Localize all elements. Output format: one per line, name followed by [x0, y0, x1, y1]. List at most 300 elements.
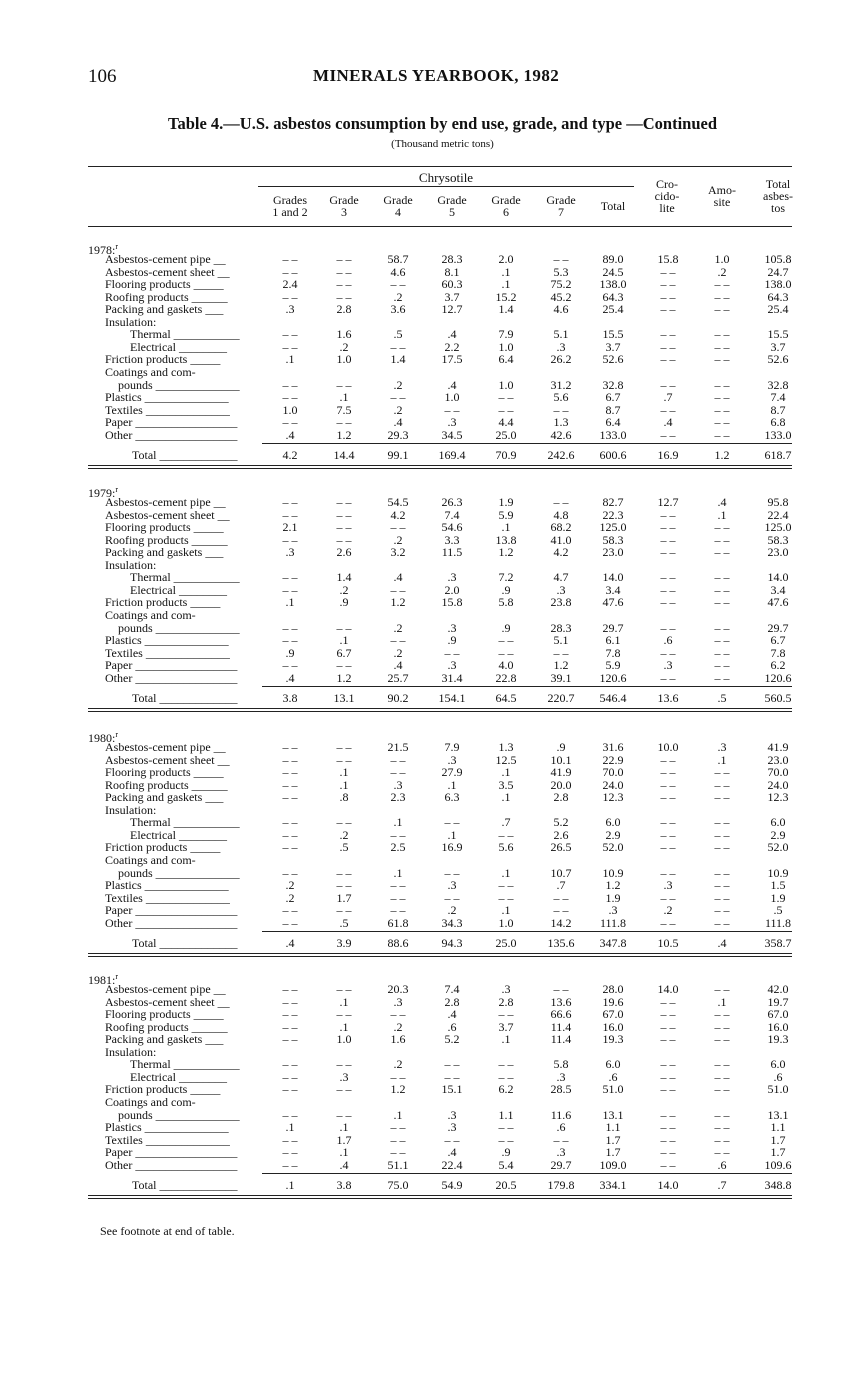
chrysotile-group-header: Chrysotile	[418, 170, 474, 185]
cell-value: 125.0	[599, 520, 627, 535]
row-label: Total _____________	[132, 1178, 238, 1193]
cell-value: – –	[660, 1082, 676, 1097]
cell-value: .3	[447, 415, 457, 430]
cell-value: 70.0	[767, 765, 789, 780]
section-bottom-rule	[88, 711, 792, 712]
cell-value: .1	[501, 903, 511, 918]
cell-value: 6.0	[770, 815, 786, 830]
cell-value: – –	[282, 1032, 298, 1047]
cell-value: 2.3	[390, 790, 406, 805]
cell-value: – –	[282, 1132, 298, 1147]
row-label: Asbestos-cement pipe __	[105, 740, 226, 754]
cell-value: 109.6	[764, 1157, 792, 1172]
cell-value: .1	[501, 264, 511, 279]
row-label: Friction products _____	[105, 1082, 221, 1097]
cell-value: 3.4	[770, 582, 786, 597]
cell-value: .1	[285, 1178, 295, 1193]
cell-value: – –	[660, 1120, 676, 1135]
cell-value: – –	[714, 1019, 730, 1034]
cell-value: 7.9	[444, 740, 460, 754]
cell-value: – –	[444, 645, 460, 660]
cell-value: 105.8	[764, 252, 792, 266]
cell-value: – –	[336, 878, 352, 893]
cell-value: 3.7	[605, 339, 621, 354]
cell-value: – –	[282, 765, 298, 780]
cell-value: 1.7	[770, 1145, 786, 1160]
cell-value: 19.3	[767, 1032, 789, 1047]
cell-value: .7	[501, 815, 511, 830]
cell-value: – –	[282, 903, 298, 918]
cell-value: .2	[339, 582, 349, 597]
cell-value: 13.1	[333, 691, 355, 706]
cell-value: – –	[660, 840, 676, 855]
cell-value: .1	[501, 765, 511, 780]
total-rule	[262, 686, 792, 687]
cell-value: 39.1	[550, 670, 572, 685]
row-label: Asbestos-cement sheet __	[105, 264, 230, 279]
cell-value: 58.3	[767, 532, 789, 547]
total-rule	[262, 931, 792, 932]
cell-value: 242.6	[547, 448, 575, 463]
cell-value: 2.4	[282, 277, 298, 292]
cell-value: .2	[717, 264, 727, 279]
cell-value: 6.3	[444, 790, 460, 805]
cell-value: 6.2	[498, 1082, 514, 1097]
cell-value: .9	[556, 740, 566, 754]
cell-value: – –	[660, 815, 676, 830]
cell-value: – –	[714, 302, 730, 317]
cell-value: .2	[393, 645, 403, 660]
row-label: Flooring products _____	[105, 277, 224, 292]
cell-value: – –	[660, 790, 676, 805]
row-label: Asbestos-cement pipe __	[105, 982, 226, 996]
cell-value: 600.6	[599, 448, 627, 463]
cell-value: – –	[714, 402, 730, 417]
cell-value: 3.4	[605, 582, 621, 597]
cell-value: 4.6	[390, 264, 406, 279]
cell-value: 1.0	[498, 915, 514, 930]
cell-value: – –	[282, 582, 298, 597]
cell-value: .1	[393, 1107, 403, 1122]
cell-value: – –	[553, 982, 569, 996]
cell-value: 22.9	[602, 752, 624, 767]
cell-value: 2.6	[553, 827, 569, 842]
cell-value: 5.8	[498, 595, 514, 610]
cell-value: .6	[773, 1069, 783, 1084]
cell-value: 13.8	[495, 532, 517, 547]
cell-value: .2	[393, 1057, 403, 1072]
cell-value: – –	[714, 1082, 730, 1097]
cell-value: – –	[390, 520, 406, 535]
cell-value: – –	[714, 532, 730, 547]
section-bottom-rule	[88, 1198, 792, 1199]
cell-value: 14.0	[767, 570, 789, 585]
cell-value: 28.0	[602, 982, 624, 996]
cell-value: 5.8	[553, 1057, 569, 1072]
cell-value: 66.6	[550, 1007, 572, 1022]
cell-value: .4	[447, 1007, 457, 1022]
table-row	[0, 429, 857, 442]
cell-value: – –	[714, 390, 730, 405]
cell-value: .9	[501, 582, 511, 597]
cell-value: 14.0	[602, 570, 624, 585]
cell-value: 1.7	[770, 1132, 786, 1147]
cell-value: 95.8	[767, 495, 789, 509]
table-row	[0, 1159, 857, 1172]
cell-value: 358.7	[764, 936, 792, 951]
cell-value: 26.3	[441, 495, 463, 509]
cell-value: 45.2	[550, 289, 572, 304]
cell-value: 15.5	[767, 327, 789, 342]
row-label: Other _________________	[105, 670, 238, 685]
cell-value: 10.7	[550, 865, 572, 880]
cell-value: – –	[336, 495, 352, 509]
cell-value: – –	[282, 252, 298, 266]
cell-value: 25.4	[767, 302, 789, 317]
cell-value: – –	[336, 507, 352, 522]
cell-value: 6.7	[770, 633, 786, 648]
cell-value: – –	[660, 377, 676, 392]
cell-value: 1.2	[390, 595, 406, 610]
row-label: Other _________________	[105, 1157, 238, 1172]
cell-value: – –	[714, 645, 730, 660]
cell-value: .5	[773, 903, 783, 918]
cell-value: 220.7	[547, 691, 575, 706]
cell-value: 22.4	[767, 507, 789, 522]
cell-value: – –	[282, 982, 298, 996]
cell-value: 6.2	[770, 658, 786, 673]
cell-value: 3.6	[390, 302, 406, 317]
cell-value: 7.4	[770, 390, 786, 405]
cell-value: .6	[556, 1120, 566, 1135]
cell-value: – –	[714, 289, 730, 304]
cell-value: – –	[336, 252, 352, 266]
cell-value: 41.9	[550, 765, 572, 780]
cell-value: – –	[390, 390, 406, 405]
cell-value: 334.1	[599, 1178, 627, 1193]
cell-value: 5.4	[498, 1157, 514, 1172]
cell-value: 4.7	[553, 570, 569, 585]
cell-value: .4	[717, 495, 727, 509]
row-label: Insulation:	[105, 314, 157, 329]
row-label: Coatings and com-	[105, 364, 196, 379]
cell-value: .4	[717, 936, 727, 951]
table-row-heading	[0, 1096, 857, 1109]
cell-value: – –	[390, 582, 406, 597]
cell-value: 29.3	[387, 427, 409, 442]
section-bottom-rule	[88, 956, 792, 957]
cell-value: 120.6	[599, 670, 627, 685]
cell-value: .3	[556, 1069, 566, 1084]
cell-value: 41.0	[550, 532, 572, 547]
cell-value: – –	[660, 865, 676, 880]
cell-value: 8.1	[444, 264, 460, 279]
cell-value: 34.3	[441, 915, 463, 930]
cell-value: 3.7	[444, 289, 460, 304]
cell-value: 32.8	[602, 377, 624, 392]
cell-value: – –	[498, 402, 514, 417]
cell-value: – –	[282, 915, 298, 930]
cell-value: .4	[393, 415, 403, 430]
cell-value: 3.8	[282, 691, 298, 706]
cell-value: – –	[444, 890, 460, 905]
cell-value: 89.0	[602, 252, 624, 266]
footnote: See footnote at end of table.	[100, 1224, 235, 1238]
cell-value: – –	[336, 1107, 352, 1122]
cell-value: – –	[336, 982, 352, 996]
cell-value: 1.4	[390, 352, 406, 367]
cell-value: .9	[501, 620, 511, 635]
cell-value: .9	[501, 1145, 511, 1160]
cell-value: – –	[553, 495, 569, 509]
row-label: Insulation:	[105, 557, 157, 572]
cell-value: 22.8	[495, 670, 517, 685]
cell-value: 13.6	[550, 994, 572, 1009]
cell-value: – –	[714, 352, 730, 367]
cell-value: .6	[608, 1069, 618, 1084]
cell-value: – –	[714, 427, 730, 442]
cell-value: 1.2	[336, 427, 352, 442]
cell-value: – –	[390, 339, 406, 354]
cell-value: – –	[282, 415, 298, 430]
cell-value: – –	[282, 1007, 298, 1022]
cell-value: 1.4	[336, 570, 352, 585]
cell-value: – –	[336, 658, 352, 673]
col-header-line: cido-	[654, 189, 680, 203]
cell-value: .3	[663, 658, 673, 673]
col-header-line: Grade	[491, 193, 521, 207]
cell-value: – –	[282, 658, 298, 673]
cell-value: 47.6	[767, 595, 789, 610]
cell-value: – –	[336, 752, 352, 767]
cell-value: – –	[660, 327, 676, 342]
cell-value: 58.7	[387, 252, 409, 266]
col-header-line: Grade	[383, 193, 413, 207]
cell-value: 1.9	[770, 890, 786, 905]
cell-value: .5	[393, 327, 403, 342]
col-header-line: tos	[770, 201, 785, 215]
cell-value: 16.0	[767, 1019, 789, 1034]
cell-value: 7.8	[770, 645, 786, 660]
cell-value: – –	[660, 645, 676, 660]
cell-value: – –	[282, 264, 298, 279]
section-bottom-rule	[88, 708, 792, 709]
cell-value: 20.0	[550, 777, 572, 792]
col-header-line: asbes-	[763, 189, 793, 203]
cell-value: – –	[444, 1132, 460, 1147]
cell-value: 22.3	[602, 507, 624, 522]
cell-value: .1	[339, 1019, 349, 1034]
cell-value: – –	[714, 377, 730, 392]
table-row	[0, 672, 857, 685]
cell-value: – –	[714, 1007, 730, 1022]
cell-value: – –	[444, 1057, 460, 1072]
row-label: pounds ______________	[118, 620, 240, 635]
row-label: Packing and gaskets ___	[105, 790, 224, 805]
cell-value: – –	[282, 827, 298, 842]
row-label: Other _________________	[105, 427, 238, 442]
cell-value: 5.2	[444, 1032, 460, 1047]
cell-value: 1.5	[770, 878, 786, 893]
cell-value: – –	[282, 840, 298, 855]
cell-value: – –	[660, 1057, 676, 1072]
total-row	[0, 1179, 857, 1192]
cell-value: 10.1	[550, 752, 572, 767]
section-bottom-rule	[88, 468, 792, 469]
cell-value: 3.3	[444, 532, 460, 547]
cell-value: 1.0	[444, 390, 460, 405]
cell-value: – –	[660, 1145, 676, 1160]
cell-value: 54.5	[387, 495, 409, 509]
cell-value: .1	[285, 595, 295, 610]
row-label: Coatings and com-	[105, 607, 196, 622]
row-label: Plastics ______________	[105, 633, 229, 648]
cell-value: 54.6	[441, 520, 463, 535]
cell-value: – –	[714, 277, 730, 292]
cell-value: 23.0	[767, 752, 789, 767]
cell-value: 6.0	[770, 1057, 786, 1072]
cell-value: 27.9	[441, 765, 463, 780]
cell-value: .3	[339, 1069, 349, 1084]
cell-value: – –	[282, 339, 298, 354]
cell-value: 1.2	[336, 670, 352, 685]
cell-value: 1.7	[605, 1132, 621, 1147]
cell-value: – –	[660, 1007, 676, 1022]
cell-value: – –	[714, 903, 730, 918]
cell-value: 15.1	[441, 1082, 463, 1097]
cell-value: .4	[285, 427, 295, 442]
section-year-label: 1978:$^r$	[88, 242, 119, 257]
cell-value: .2	[285, 878, 295, 893]
cell-value: 1.9	[605, 890, 621, 905]
cell-value: 68.2	[550, 520, 572, 535]
cell-value: 7.8	[605, 645, 621, 660]
table-title: Table 4.—U.S. asbestos consumption by end use, grade, and type —Continued	[167, 114, 718, 133]
cell-value: 70.9	[495, 448, 517, 463]
cell-value: – –	[660, 915, 676, 930]
row-label: Total _____________	[132, 691, 238, 706]
cell-value: 25.4	[602, 302, 624, 317]
section-year-label: 1980:$^r$	[88, 730, 119, 745]
total-row	[0, 449, 857, 462]
cell-value: – –	[282, 377, 298, 392]
row-label: Packing and gaskets ___	[105, 1032, 224, 1047]
section-year-label: 1981:$^r$	[88, 972, 119, 987]
cell-value: 618.7	[764, 448, 792, 463]
cell-value: 19.7	[767, 994, 789, 1009]
col-header-line: 3	[341, 205, 347, 219]
cell-value: – –	[282, 1157, 298, 1172]
cell-value: – –	[714, 878, 730, 893]
col-header-line: Grades	[273, 193, 307, 207]
cell-value: .4	[285, 670, 295, 685]
row-label: Roofing products ______	[105, 289, 228, 304]
cell-value: 1.7	[336, 890, 352, 905]
row-label: Other _________________	[105, 915, 238, 930]
cell-value: 7.2	[498, 570, 514, 585]
cell-value: – –	[390, 1132, 406, 1147]
row-label: Plastics ______________	[105, 390, 229, 405]
cell-value: .4	[285, 936, 295, 951]
cell-value: .1	[339, 994, 349, 1009]
cell-value: 52.6	[602, 352, 624, 367]
row-label: Thermal ___________	[130, 570, 240, 585]
col-header-line: 7	[558, 205, 564, 219]
cell-value: 19.3	[602, 1032, 624, 1047]
row-label: Coatings and com-	[105, 852, 196, 867]
cell-value: 29.7	[550, 1157, 572, 1172]
cell-value: – –	[660, 545, 676, 560]
col-header-line: 5	[449, 205, 455, 219]
cell-value: 4.2	[390, 507, 406, 522]
cell-value: – –	[660, 1107, 676, 1122]
cell-value: .1	[501, 520, 511, 535]
cell-value: 7.4	[444, 507, 460, 522]
cell-value: – –	[714, 815, 730, 830]
cell-value: 54.9	[441, 1178, 463, 1193]
cell-value: – –	[336, 277, 352, 292]
cell-value: – –	[660, 532, 676, 547]
cell-value: – –	[714, 890, 730, 905]
cell-value: – –	[714, 582, 730, 597]
cell-value: 5.3	[553, 264, 569, 279]
cell-value: 17.5	[441, 352, 463, 367]
cell-value: .5	[339, 840, 349, 855]
cell-value: 1.3	[553, 415, 569, 430]
cell-value: 52.0	[602, 840, 624, 855]
cell-value: 138.0	[764, 277, 792, 292]
cell-value: .2	[393, 620, 403, 635]
cell-value: 1.9	[498, 495, 514, 509]
cell-value: .6	[663, 633, 673, 648]
cell-value: .1	[339, 1145, 349, 1160]
cell-value: 67.0	[602, 1007, 624, 1022]
cell-value: 90.2	[387, 691, 409, 706]
cell-value: 23.0	[767, 545, 789, 560]
cell-value: – –	[660, 994, 676, 1009]
cell-value: .3	[285, 545, 295, 560]
cell-value: 1.2	[498, 545, 514, 560]
cell-value: 1.2	[714, 448, 730, 463]
cell-value: – –	[553, 903, 569, 918]
cell-value: 13.1	[602, 1107, 624, 1122]
cell-value: 7.4	[444, 982, 460, 996]
cell-value: .4	[447, 377, 457, 392]
cell-value: – –	[714, 595, 730, 610]
table-row-heading	[0, 609, 857, 622]
cell-value: 109.0	[599, 1157, 627, 1172]
cell-value: .2	[285, 890, 295, 905]
row-label: Thermal ___________	[130, 815, 240, 830]
cell-value: – –	[660, 1157, 676, 1172]
cell-value: 1.4	[498, 302, 514, 317]
cell-value: .2	[393, 289, 403, 304]
total-rule	[262, 1173, 792, 1174]
cell-value: 1.7	[336, 1132, 352, 1147]
cell-value: – –	[714, 1069, 730, 1084]
cell-value: 14.0	[657, 982, 679, 996]
cell-value: 2.8	[553, 790, 569, 805]
col-header-line: Grade	[329, 193, 359, 207]
cell-value: 11.4	[550, 1019, 572, 1034]
cell-value: 12.7	[441, 302, 463, 317]
cell-value: – –	[553, 890, 569, 905]
cell-value: .4	[447, 327, 457, 342]
cell-value: 6.4	[605, 415, 621, 430]
cell-value: 5.6	[498, 840, 514, 855]
cell-value: 3.7	[770, 339, 786, 354]
cell-value: .1	[447, 777, 457, 792]
